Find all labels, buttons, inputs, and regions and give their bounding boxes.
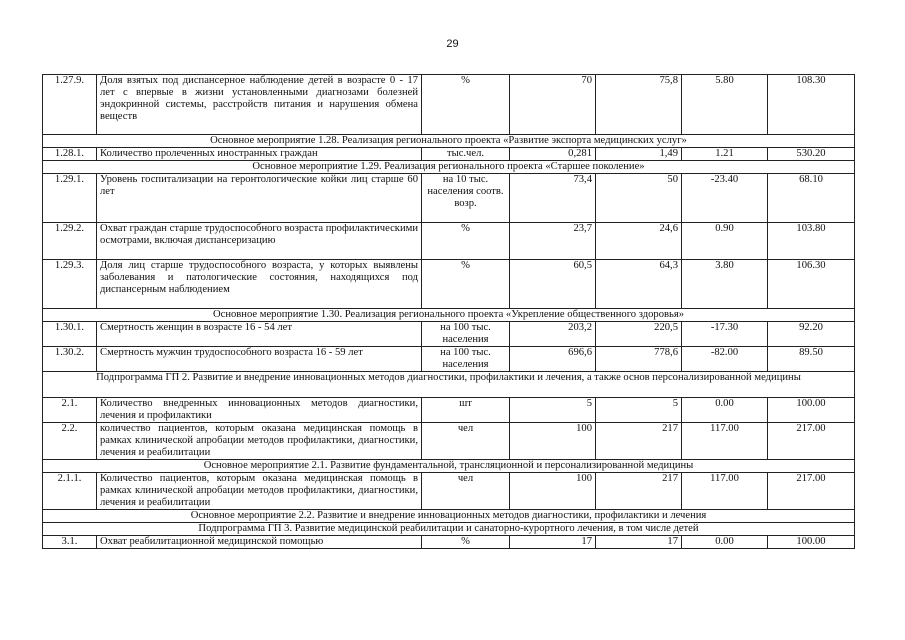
section-title: Основное мероприятие 2.2. Развитие и внедрение инновационных методов диагностики, профилактики и лечения	[43, 510, 855, 523]
deviation-value: -23.40	[682, 174, 768, 223]
indicator-number: 2.1.1.	[43, 473, 97, 510]
section-title: Основное мероприятие 2.1. Развитие фундаментальной, трансляционной и персонализированной медицины	[43, 460, 855, 473]
indicator-name: Количество пациентов, которым оказана медицинская помощь в рамках клинической апробации методов профилактики, диагностики, лечения и реабилитации	[97, 473, 422, 510]
table-row	[43, 423, 855, 460]
actual-value: 778,6	[596, 347, 682, 372]
indicator-number: 3.1.	[43, 536, 97, 549]
completion-percent: 217.00	[768, 423, 855, 460]
deviation-value: 5.80	[682, 75, 768, 135]
deviation-value: 1.21	[682, 148, 768, 161]
unit-of-measure: на 10 тыс. населения соотв. возр.	[422, 174, 510, 223]
planned-value: 203,2	[510, 322, 596, 347]
deviation-value: -17.30	[682, 322, 768, 347]
planned-value: 696,6	[510, 347, 596, 372]
indicator-number: 1.29.3.	[43, 260, 97, 309]
planned-value: 5	[510, 398, 596, 423]
completion-percent: 100.00	[768, 536, 855, 549]
page-number: 29	[446, 38, 459, 50]
indicator-number: 1.29.2.	[43, 223, 97, 260]
indicator-name: Охват граждан старше трудоспособного возраста профилактическими осмотрами, включая диспансеризацию	[97, 223, 422, 260]
planned-value: 0,281	[510, 148, 596, 161]
unit-of-measure: %	[422, 260, 510, 309]
table-row	[43, 398, 855, 423]
indicator-number: 1.30.1.	[43, 322, 97, 347]
table-row	[43, 260, 855, 309]
indicator-name: Количество внедренных инновационных методов диагностики, лечения и профилактики	[97, 398, 422, 423]
deviation-value: 0.90	[682, 223, 768, 260]
section-header-row	[43, 161, 855, 174]
indicator-name: Уровень госпитализации на геронтологические койки лиц старше 60 лет	[97, 174, 422, 223]
actual-value: 220,5	[596, 322, 682, 347]
planned-value: 100	[510, 473, 596, 510]
completion-percent: 92.20	[768, 322, 855, 347]
completion-percent: 103.80	[768, 223, 855, 260]
unit-of-measure: на 100 тыс. населения	[422, 322, 510, 347]
indicator-name: Доля лиц старше трудоспособного возраста, у которых выявлены заболевания и патологические состояния, находящихся под диспансерным наблюдением	[97, 260, 422, 309]
table-body	[43, 75, 855, 549]
deviation-value: -82.00	[682, 347, 768, 372]
table-row	[43, 75, 855, 135]
section-title: Основное мероприятие 1.29. Реализация регионального проекта «Старшее поколение»	[43, 161, 855, 174]
section-header-row	[43, 309, 855, 322]
table-row	[43, 347, 855, 372]
indicator-number: 1.28.1.	[43, 148, 97, 161]
deviation-value: 117.00	[682, 423, 768, 460]
section-title: Основное мероприятие 1.30. Реализация регионального проекта «Укрепление общественного здоровья»	[43, 309, 855, 322]
indicator-name: количество пациентов, которым оказана медицинская помощь в рамках клинической апробации методов профилактики, диагностики, лечения и реабилитации	[97, 423, 422, 460]
table-row	[43, 223, 855, 260]
planned-value: 23,7	[510, 223, 596, 260]
actual-value: 50	[596, 174, 682, 223]
completion-percent: 530.20	[768, 148, 855, 161]
actual-value: 5	[596, 398, 682, 423]
indicator-number: 2.2.	[43, 423, 97, 460]
section-header-row	[43, 135, 855, 148]
actual-value: 17	[596, 536, 682, 549]
unit-of-measure: чел	[422, 473, 510, 510]
indicators-table	[42, 74, 855, 549]
completion-percent: 68.10	[768, 174, 855, 223]
actual-value: 64,3	[596, 260, 682, 309]
actual-value: 217	[596, 423, 682, 460]
indicator-number: 2.1.	[43, 398, 97, 423]
section-header-row	[43, 510, 855, 523]
section-title: Подпрограмма ГП 3. Развитие медицинской реабилитации и санаторно-курортного лечения, в том числе детей	[43, 523, 855, 536]
indicator-number: 1.30.2.	[43, 347, 97, 372]
completion-percent: 108.30	[768, 75, 855, 135]
completion-percent: 217.00	[768, 473, 855, 510]
indicator-name: Охват реабилитационной медицинской помощью	[97, 536, 422, 549]
planned-value: 17	[510, 536, 596, 549]
section-title: Подпрограмма ГП 2. Развитие и внедрение инновационных методов диагностики, профилактики и лечения, а также основ персонализированной медицины	[43, 372, 855, 398]
planned-value: 73,4	[510, 174, 596, 223]
unit-of-measure: %	[422, 223, 510, 260]
indicator-name: Количество пролеченных иностранных граждан	[97, 148, 422, 161]
indicator-number: 1.29.1.	[43, 174, 97, 223]
completion-percent: 89.50	[768, 347, 855, 372]
indicator-name: Смертность женщин в возрасте 16 - 54 лет	[97, 322, 422, 347]
section-title: Основное мероприятие 1.28. Реализация регионального проекта «Развитие экспорта медицинских услуг»	[43, 135, 855, 148]
indicator-name: Доля взятых под диспансерное наблюдение детей в возрасте 0 - 17 лет с впервые в жизни установленными диагнозами болезней эндокринной системы, расстройств питания и нарушения обмена веществ	[97, 75, 422, 135]
table-row	[43, 536, 855, 549]
actual-value: 1,49	[596, 148, 682, 161]
completion-percent: 106.30	[768, 260, 855, 309]
table-row	[43, 322, 855, 347]
deviation-value: 0.00	[682, 398, 768, 423]
unit-of-measure: шт	[422, 398, 510, 423]
deviation-value: 0.00	[682, 536, 768, 549]
table-row	[43, 473, 855, 510]
section-header-row	[43, 372, 855, 398]
indicator-name: Смертность мужчин трудоспособного возраста 16 - 59 лет	[97, 347, 422, 372]
planned-value: 100	[510, 423, 596, 460]
indicator-number: 1.27.9.	[43, 75, 97, 135]
section-header-row	[43, 523, 855, 536]
section-header-row	[43, 460, 855, 473]
unit-of-measure: тыс.чел.	[422, 148, 510, 161]
unit-of-measure: на 100 тыс. населения	[422, 347, 510, 372]
actual-value: 75,8	[596, 75, 682, 135]
table-row	[43, 174, 855, 223]
completion-percent: 100.00	[768, 398, 855, 423]
deviation-value: 117.00	[682, 473, 768, 510]
planned-value: 60,5	[510, 260, 596, 309]
planned-value: 70	[510, 75, 596, 135]
unit-of-measure: %	[422, 75, 510, 135]
deviation-value: 3.80	[682, 260, 768, 309]
actual-value: 24,6	[596, 223, 682, 260]
unit-of-measure: %	[422, 536, 510, 549]
actual-value: 217	[596, 473, 682, 510]
table-row	[43, 148, 855, 161]
unit-of-measure: чел	[422, 423, 510, 460]
